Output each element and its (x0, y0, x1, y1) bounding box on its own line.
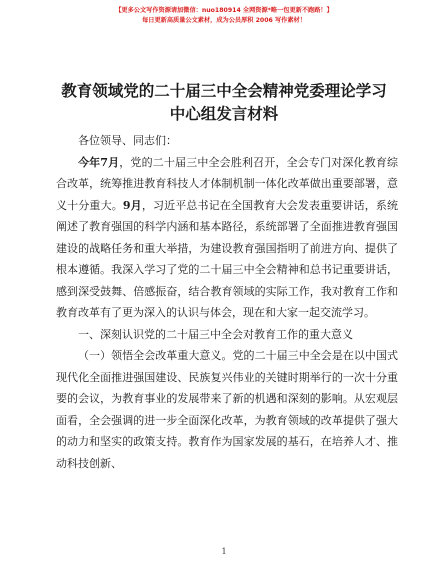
document-title: 教育领域党的二十届三中全会精神党委理论学习中心组发言材料 (61, 82, 387, 123)
document-body (56, 130, 398, 474)
page-number: 1 (221, 547, 227, 556)
intro-date-2: 9月 (122, 198, 142, 212)
banner-line-1: 【更多公文写作资源请加微信：nuo180914 全网资源*略一包更新不跑路！】 (115, 7, 333, 14)
intro-date-1: 今年7月 (78, 155, 120, 169)
section-heading-1: 一、深刻认识党的二十届三中全会对教育工作的重大意义 (78, 327, 353, 341)
banner-line-2: 每日更新高质量公文素材，成为公员厚积 2006 写作素材！ (142, 17, 306, 24)
paragraph-intro (56, 152, 398, 324)
paragraph-significance: （一）领悟全会改革重大意义。党的二十届三中全会是在以中国式现代化全面推进强国建设、民族复兴伟业的关键时期举行的一次十分重要的会议，为教育事业的发展带来了新的机遇和深刻的影响。从宏观层面看，全会强调的进一步全面深化改革，为教育领域的改革提供了强大的动力和坚实的政策支持。教育作为国家发展的基石，在培养人才、推动科技创新、 (56, 349, 398, 470)
header-banner (0, 6, 448, 26)
intro-text-2: ，习近平总书记在全国教育大会发表重要讲话，系统阐述了教育强国的科学内涵和基本路径，系统部署了全面推进教育强国建设的战略任务和重大举措，为建设教育强国指明了前进方向、提供了根本遵循。我深入学习了党的二十届三中全会精神和总书记重要讲话，感到深受鼓舞、倍感振奋，结合教育领域的实际工作，我对教育工作和教育改革有了更为深入的认识与体会，现在和大家一起交流学习。 (56, 198, 399, 319)
greeting: 各位领导、同志们： (78, 134, 177, 147)
intro-text-1: ，党的二十届三中全会胜利召开，全会专门对深化教育综合改革，统筹推进教育科技人才体制机制一体化改革做出重要部署，意义十分重大。 (56, 155, 399, 212)
